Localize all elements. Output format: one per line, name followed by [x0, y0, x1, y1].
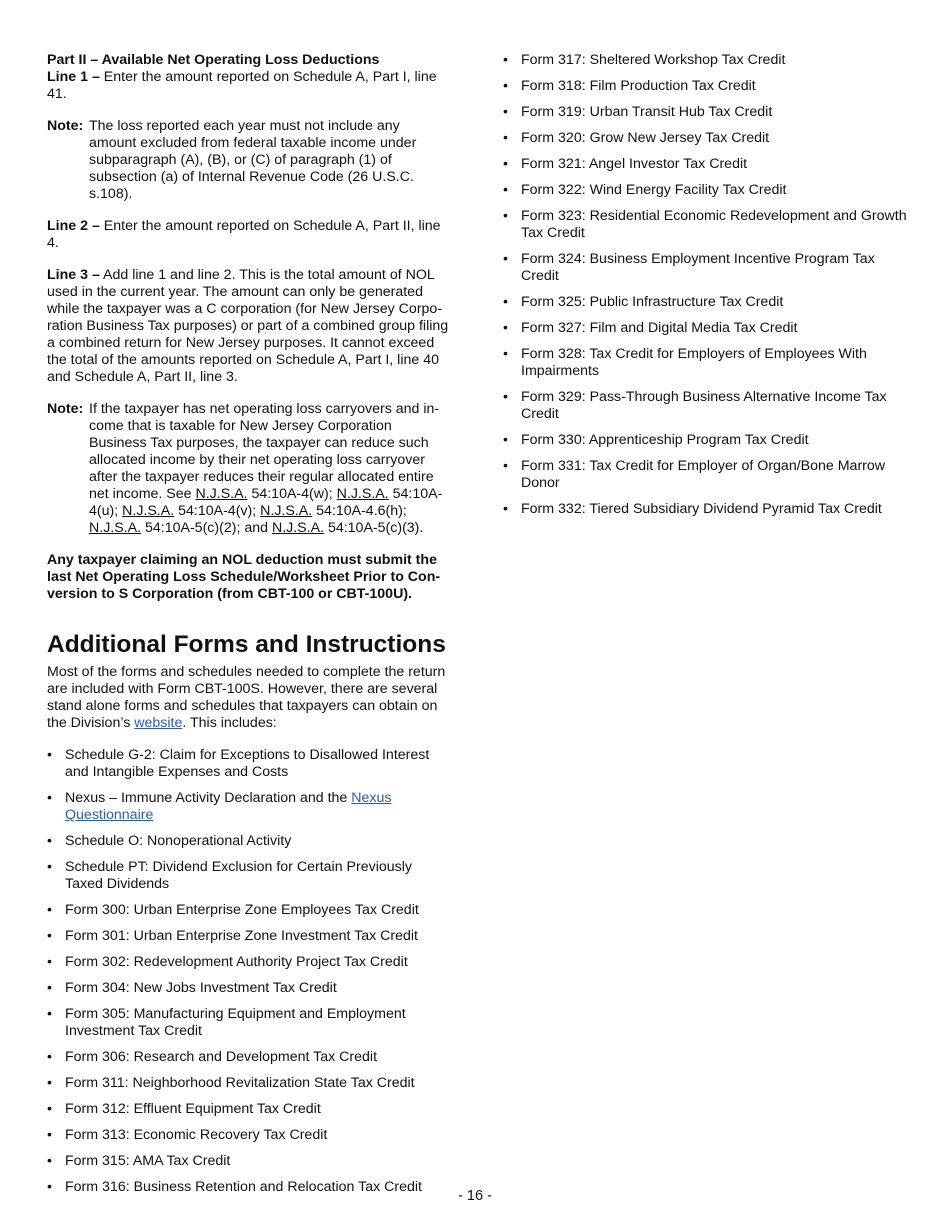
list-item-text: Form 323: Residential Economic Redevelopment and Growth Tax Credit — [521, 208, 907, 241]
note-1 — [47, 118, 449, 203]
list-item-text: Form 313: Economic Recovery Tax Credit — [65, 1127, 328, 1143]
list-item-text: Schedule PT: Dividend Exclusion for Certain Previously Taxed Dividends — [65, 859, 412, 892]
additional-intro — [47, 664, 449, 732]
line2-text: Enter the amount reported on Schedule A, Part II, line 4. — [47, 218, 441, 251]
list-item-text: Form 324: Business Employment Incentive Program Tax Credit — [521, 251, 875, 284]
list-item — [47, 1006, 449, 1040]
list-item — [47, 833, 449, 850]
note-label: Note: — [47, 401, 84, 417]
right-column — [503, 52, 908, 527]
note-2-text — [89, 401, 449, 537]
list-item-text: Form 304: New Jobs Investment Tax Credit — [65, 980, 337, 996]
statute-ref: N.J.S.A. — [271, 520, 324, 536]
list-item-text: Schedule G-2: Claim for Exceptions to Disallowed Interest and Intangible Expenses and Costs — [65, 747, 430, 780]
note-2-intro: If the taxpayer has net operating loss carryovers and income that is taxable for New Jersey Corporation Business Tax purposes, the taxpayer can reduce such allocated income by their net operating loss carryover after the taxpayer reduces their regular allocated entire net income. See — [89, 401, 440, 502]
statute-ref: N.J.S.A. — [89, 520, 142, 536]
list-item — [503, 182, 908, 199]
intro-text-end: . This includes: — [182, 715, 277, 731]
list-item-text: Form 327: Film and Digital Media Tax Credit — [521, 320, 798, 336]
statute-ref: N.J.S.A. — [195, 486, 248, 502]
list-item — [47, 980, 449, 997]
citation: 54:10A-4(w); — [247, 486, 337, 502]
list-item-text: Form 301: Urban Enterprise Zone Investment Tax Credit — [65, 928, 419, 944]
line2-label: Line 2 – — [47, 218, 100, 234]
list-item — [503, 78, 908, 95]
list-item — [503, 156, 908, 173]
citation: 54:10A-4.6(h); — [312, 503, 407, 519]
line1-paragraph — [47, 69, 449, 103]
list-item-text: Form 315: AMA Tax Credit — [65, 1153, 231, 1169]
note-1-text: The loss reported each year must not include any amount excluded from federal taxable income under subparagraph (A), (B), or (C) of paragraph (1) of subsection (a) of Internal Revenue Code (26 U.S.C. s.108). — [89, 118, 417, 202]
list-item-text: Form 322: Wind Energy Facility Tax Credit — [521, 182, 787, 198]
forms-list-left — [47, 747, 449, 1196]
nol-notice: Any taxpayer claiming an NOL deduction must submit the last Net Operating Loss Schedule/Worksheet Prior to Conversion to S Corporation (from CBT-100 or CBT-100U). — [47, 552, 441, 602]
citation: 54:10A-4(u); — [89, 486, 443, 519]
line1-label: Line 1 – — [47, 69, 100, 85]
list-item-text: Form 316: Business Retention and Relocation Tax Credit — [65, 1179, 422, 1195]
list-item-text: Form 319: Urban Transit Hub Tax Credit — [521, 104, 773, 120]
list-item — [503, 501, 908, 518]
list-item-text: Form 312: Effluent Equipment Tax Credit — [65, 1101, 321, 1117]
list-item — [47, 747, 449, 781]
list-item-text: Form 320: Grow New Jersey Tax Credit — [521, 130, 770, 146]
list-item — [503, 130, 908, 147]
statute-ref: N.J.S.A. — [260, 503, 313, 519]
list-item — [47, 1049, 449, 1066]
line3-text: Add line 1 and line 2. This is the total amount of NOL used in the current year. The amount can only be generated while the taxpayer was a C corporation (for New Jersey Corporation Business Tax purposes) or part of a combined group filing a combined return for New Jersey purposes. It cannot exceed the total of the amounts reported on Schedule A, Part I, line 40 and Schedule A, Part II, line 3. — [47, 267, 449, 385]
list-item-text: Form 325: Public Infrastructure Tax Credit — [521, 294, 784, 310]
intro-text: Most of the forms and schedules needed to complete the return are included with Form CBT-100S. However, there are several stand alone forms and schedules that taxpayers can obtain on the Division’s — [47, 664, 446, 731]
part2-heading: Part II – Available Net Operating Loss Deductions — [47, 52, 380, 68]
line2-paragraph — [47, 218, 449, 252]
left-column — [47, 52, 449, 1205]
list-item-text: Form 328: Tax Credit for Employers of Employees With Impairments — [521, 346, 867, 379]
list-item — [47, 790, 449, 824]
citation: 54:10A-5(c)(2); and — [141, 520, 272, 536]
note-label: Note: — [47, 118, 84, 134]
list-item-text: Form 331: Tax Credit for Employer of Organ/Bone Marrow Donor — [521, 458, 886, 491]
list-item-text: Form 305: Manufacturing Equipment and Employment Investment Tax Credit — [65, 1006, 406, 1039]
list-item — [503, 294, 908, 311]
list-item — [503, 346, 908, 380]
list-item — [503, 320, 908, 337]
list-item — [503, 458, 908, 492]
note-2 — [47, 401, 449, 537]
list-item-text: Form 329: Pass-Through Business Alternative Income Tax Credit — [521, 389, 887, 422]
list-item — [47, 954, 449, 971]
list-item — [47, 1153, 449, 1170]
line3-paragraph — [47, 267, 449, 386]
list-item — [503, 251, 908, 285]
citation: 54:10A-5(c)(3). — [324, 520, 424, 536]
list-item — [503, 104, 908, 121]
list-item-text: Form 317: Sheltered Workshop Tax Credit — [521, 52, 786, 68]
list-item — [47, 1127, 449, 1144]
page-number: - 16 - — [458, 1188, 492, 1204]
list-item — [503, 432, 908, 449]
list-item — [503, 208, 908, 242]
list-item — [503, 52, 908, 69]
list-item-text: Schedule O: Nonoperational Activity — [65, 833, 292, 849]
list-item-text: Form 300: Urban Enterprise Zone Employees Tax Credit — [65, 902, 419, 918]
list-item — [47, 928, 449, 945]
list-item-text: Nexus – Immune Activity Declaration and the — [65, 790, 352, 806]
statute-ref: N.J.S.A. — [122, 503, 175, 519]
list-item — [47, 859, 449, 893]
section-heading: Additional Forms and Instructions — [47, 631, 446, 658]
citation: 54:10A-4(v); — [174, 503, 261, 519]
list-item — [47, 1101, 449, 1118]
statute-ref: N.J.S.A. — [336, 486, 389, 502]
list-item-text: Form 302: Redevelopment Authority Project Tax Credit — [65, 954, 408, 970]
list-item — [47, 1075, 449, 1092]
list-item-text: Form 318: Film Production Tax Credit — [521, 78, 756, 94]
list-item-text: Form 332: Tiered Subsidiary Dividend Pyramid Tax Credit — [521, 501, 882, 517]
list-item-text: Form 330: Apprenticeship Program Tax Credit — [521, 432, 809, 448]
nexus-questionnaire-link[interactable]: Nexus Questionnaire — [65, 790, 392, 823]
list-item — [47, 902, 449, 919]
website-link[interactable]: website — [134, 715, 183, 731]
list-item-text: Form 306: Research and Development Tax Credit — [65, 1049, 378, 1065]
line1-text: Enter the amount reported on Schedule A, Part I, line 41. — [47, 69, 437, 102]
list-item — [503, 389, 908, 423]
forms-list-right — [503, 52, 908, 518]
line3-label: Line 3 – — [47, 267, 100, 283]
list-item-text: Form 321: Angel Investor Tax Credit — [521, 156, 748, 172]
list-item-text: Form 311: Neighborhood Revitalization State Tax Credit — [65, 1075, 415, 1091]
